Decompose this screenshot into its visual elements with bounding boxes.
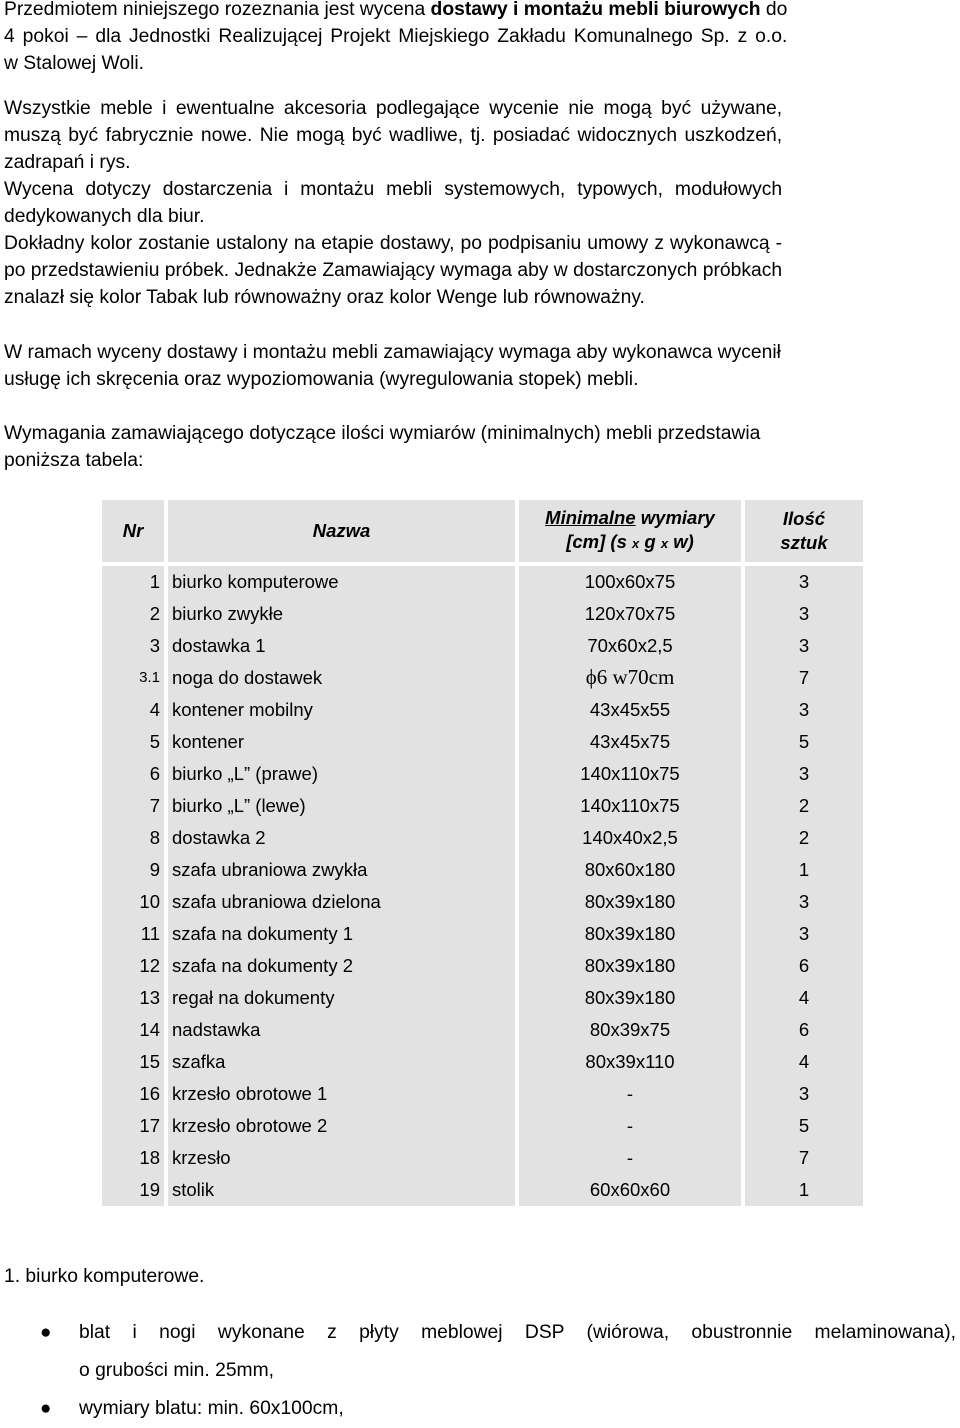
row-nr: 11	[102, 918, 166, 950]
row-name: szafa ubraniowa dzielona	[166, 886, 517, 918]
table-row	[102, 694, 863, 726]
table-intro-line-2: poniższa tabela:	[4, 450, 144, 471]
row-name: biurko „L” (lewe)	[166, 790, 517, 822]
row-name: szafa na dokumenty 1	[166, 918, 517, 950]
bullet-item	[4, 1314, 956, 1390]
row-name: krzesło	[166, 1142, 517, 1174]
table-row	[102, 822, 863, 854]
table-row	[102, 630, 863, 662]
row-quantity: 3	[798, 762, 810, 784]
table-row	[102, 1110, 863, 1142]
table-intro-paragraph	[4, 420, 760, 474]
row-name: szafka	[166, 1046, 517, 1078]
table-row	[102, 1142, 863, 1174]
row-name: biurko „L” (prawe)	[166, 758, 517, 790]
row-dimensions: 70x60x2,5	[517, 630, 743, 662]
row-quantity: 4	[798, 1050, 810, 1072]
row-dimensions: 100x60x75	[517, 564, 743, 598]
row-dimensions: 80x39x180	[517, 950, 743, 982]
requirements-line: po przedstawieniu próbek. Jednakże Zamawiający wymaga aby w dostarczonych próbkach	[4, 260, 783, 281]
row-name: dostawka 1	[166, 630, 517, 662]
row-dimensions: -	[517, 1110, 743, 1142]
row-name: szafa ubraniowa zwykła	[166, 854, 517, 886]
row-dimensions: 140x40x2,5	[517, 822, 743, 854]
row-nr: 18	[102, 1142, 166, 1174]
row-dimensions: 140x110x75	[517, 790, 743, 822]
row-nr: 2	[102, 598, 166, 630]
row-dimensions: 80x39x180	[517, 886, 743, 918]
row-dimensions: 120x70x75	[517, 598, 743, 630]
row-nr: 3	[102, 630, 166, 662]
row-nr: 14	[102, 1014, 166, 1046]
intro-line-1: Przedmiotem niniejszego rozeznania jest wycena dostawy i montażu mebli biurowych do	[4, 0, 788, 20]
row-nr: 1	[102, 564, 166, 598]
row-dimensions: 80x39x180	[517, 982, 743, 1014]
row-nr: 7	[102, 790, 166, 822]
row-dimensions: 80x39x110	[517, 1046, 743, 1078]
row-dimensions: -	[517, 1078, 743, 1110]
bullet-list	[4, 1314, 956, 1428]
row-name: biurko komputerowe	[166, 564, 517, 598]
row-quantity: 3	[798, 698, 810, 720]
table-row	[102, 1174, 863, 1206]
row-name: stolik	[166, 1174, 517, 1206]
row-dimensions: 80x60x180	[517, 854, 743, 886]
row-quantity: 1	[798, 1178, 810, 1200]
intro-bold-phrase: dostawy i montażu mebli biurowych	[430, 0, 761, 20]
row-nr: 10	[102, 886, 166, 918]
assembly-line-2: usługę ich skręcenia oraz wypoziomowania (wyregulowania stopek) mebli.	[4, 369, 639, 390]
table-intro-line-1: Wymagania zamawiającego dotyczące ilości wymiarów (minimalnych) mebli przedstawia	[4, 423, 761, 444]
row-nr: 6	[102, 758, 166, 790]
row-nr: 15	[102, 1046, 166, 1078]
table-row	[102, 726, 863, 758]
row-quantity: 5	[798, 1114, 810, 1136]
row-dimensions: -	[517, 1142, 743, 1174]
bullet-text-line: blat i nogi wykonane z płyty meblowej DSP (wiórowa, obustronnie melaminowana),	[79, 1322, 956, 1343]
row-quantity: 3	[798, 570, 810, 592]
bullet-text-line: wymiary blatu: min. 60x100cm,	[79, 1398, 344, 1419]
row-nr: 8	[102, 822, 166, 854]
row-dimensions: 80x39x180	[517, 918, 743, 950]
row-name: krzesło obrotowe 1	[166, 1078, 517, 1110]
row-dimensions: ϕ6 w70cm	[517, 662, 743, 694]
row-nr: 3.1	[102, 662, 166, 694]
requirements-paragraph	[4, 95, 782, 311]
table-header-row	[102, 500, 863, 564]
table-row	[102, 886, 863, 918]
header-dimensions: Minimalne wymiary [cm] (s x g x w)	[517, 500, 743, 564]
row-nr: 9	[102, 854, 166, 886]
row-dimensions: 43x45x55	[517, 694, 743, 726]
table-row	[102, 790, 863, 822]
table-row	[102, 1046, 863, 1078]
row-nr: 17	[102, 1110, 166, 1142]
row-nr: 13	[102, 982, 166, 1014]
row-quantity: 7	[798, 666, 810, 688]
header-nr: Nr	[102, 500, 166, 564]
table-row	[102, 982, 863, 1014]
bullet-dot-icon: ●	[40, 1322, 52, 1343]
requirements-line: znalazł się kolor Tabak lub równoważny oraz kolor Wenge lub równoważny.	[4, 287, 645, 308]
requirements-line: dedykowanych dla biur.	[4, 206, 205, 227]
row-quantity: 2	[798, 826, 810, 848]
table-row	[102, 1014, 863, 1046]
assembly-paragraph	[4, 339, 781, 393]
row-quantity: 5	[798, 730, 810, 752]
row-dimensions: 60x60x60	[517, 1174, 743, 1206]
row-name: noga do dostawek	[166, 662, 517, 694]
row-name: kontener mobilny	[166, 694, 517, 726]
row-nr: 5	[102, 726, 166, 758]
row-name: dostawka 2	[166, 822, 517, 854]
row-nr: 4	[102, 694, 166, 726]
section-heading: 1. biurko komputerowe.	[4, 1266, 205, 1287]
table-row	[102, 758, 863, 790]
row-name: krzesło obrotowe 2	[166, 1110, 517, 1142]
table-row	[102, 918, 863, 950]
row-quantity: 7	[798, 1146, 810, 1168]
row-quantity: 2	[798, 794, 810, 816]
row-dimensions: 140x110x75	[517, 758, 743, 790]
assembly-line-1: W ramach wyceny dostawy i montażu mebli zamawiający wymaga aby wykonawca wycenił	[4, 342, 781, 363]
row-name: regał na dokumenty	[166, 982, 517, 1014]
table-row	[102, 564, 863, 598]
bullet-text-line: o grubości min. 25mm,	[79, 1360, 275, 1381]
requirements-line: muszą być fabrycznie nowe. Nie mogą być wadliwe, tj. posiadać widocznych uszkodzeń,	[4, 125, 783, 146]
header-quantity: Ilość sztuk	[743, 500, 863, 564]
row-name: kontener	[166, 726, 517, 758]
requirements-line: Dokładny kolor zostanie ustalony na etapie dostawy, po podpisaniu umowy z wykonawcą -	[4, 233, 783, 254]
requirements-line: Wszystkie meble i ewentualne akcesoria podlegające wycenie nie mogą być używane,	[4, 98, 783, 119]
row-name: szafa na dokumenty 2	[166, 950, 517, 982]
row-name: nadstawka	[166, 1014, 517, 1046]
intro-line-3: w Stalowej Woli.	[4, 53, 145, 74]
row-quantity: 3	[798, 890, 810, 912]
row-quantity: 3	[798, 1082, 810, 1104]
row-nr: 19	[102, 1174, 166, 1206]
row-name: biurko zwykłe	[166, 598, 517, 630]
row-quantity: 4	[798, 986, 810, 1008]
table-row	[102, 1078, 863, 1110]
furniture-table	[102, 500, 863, 1206]
row-nr: 12	[102, 950, 166, 982]
row-quantity: 3	[798, 634, 810, 656]
requirements-line: zadrapań i rys.	[4, 152, 131, 173]
row-quantity: 3	[798, 922, 810, 944]
row-dimensions: 80x39x75	[517, 1014, 743, 1046]
table-row	[102, 662, 863, 694]
table-row	[102, 950, 863, 982]
row-nr: 16	[102, 1078, 166, 1110]
intro-line-2: 4 pokoi – dla Jednostki Realizującej Projekt Miejskiego Zakładu Komunalnego Sp. z o.o.	[4, 26, 788, 47]
row-dimensions: 43x45x75	[517, 726, 743, 758]
bullet-item	[4, 1390, 956, 1428]
header-name: Nazwa	[166, 500, 517, 564]
intro-paragraph	[4, 0, 787, 77]
bullet-dot-icon: ●	[40, 1398, 52, 1419]
row-quantity: 3	[798, 602, 810, 624]
requirements-line: Wycena dotyczy dostarczenia i montażu mebli systemowych, typowych, modułowych	[4, 179, 783, 200]
row-quantity: 6	[798, 1018, 810, 1040]
table-row	[102, 598, 863, 630]
table-body	[102, 564, 863, 1206]
row-quantity: 1	[798, 858, 810, 880]
row-quantity: 6	[798, 954, 810, 976]
table-row	[102, 854, 863, 886]
